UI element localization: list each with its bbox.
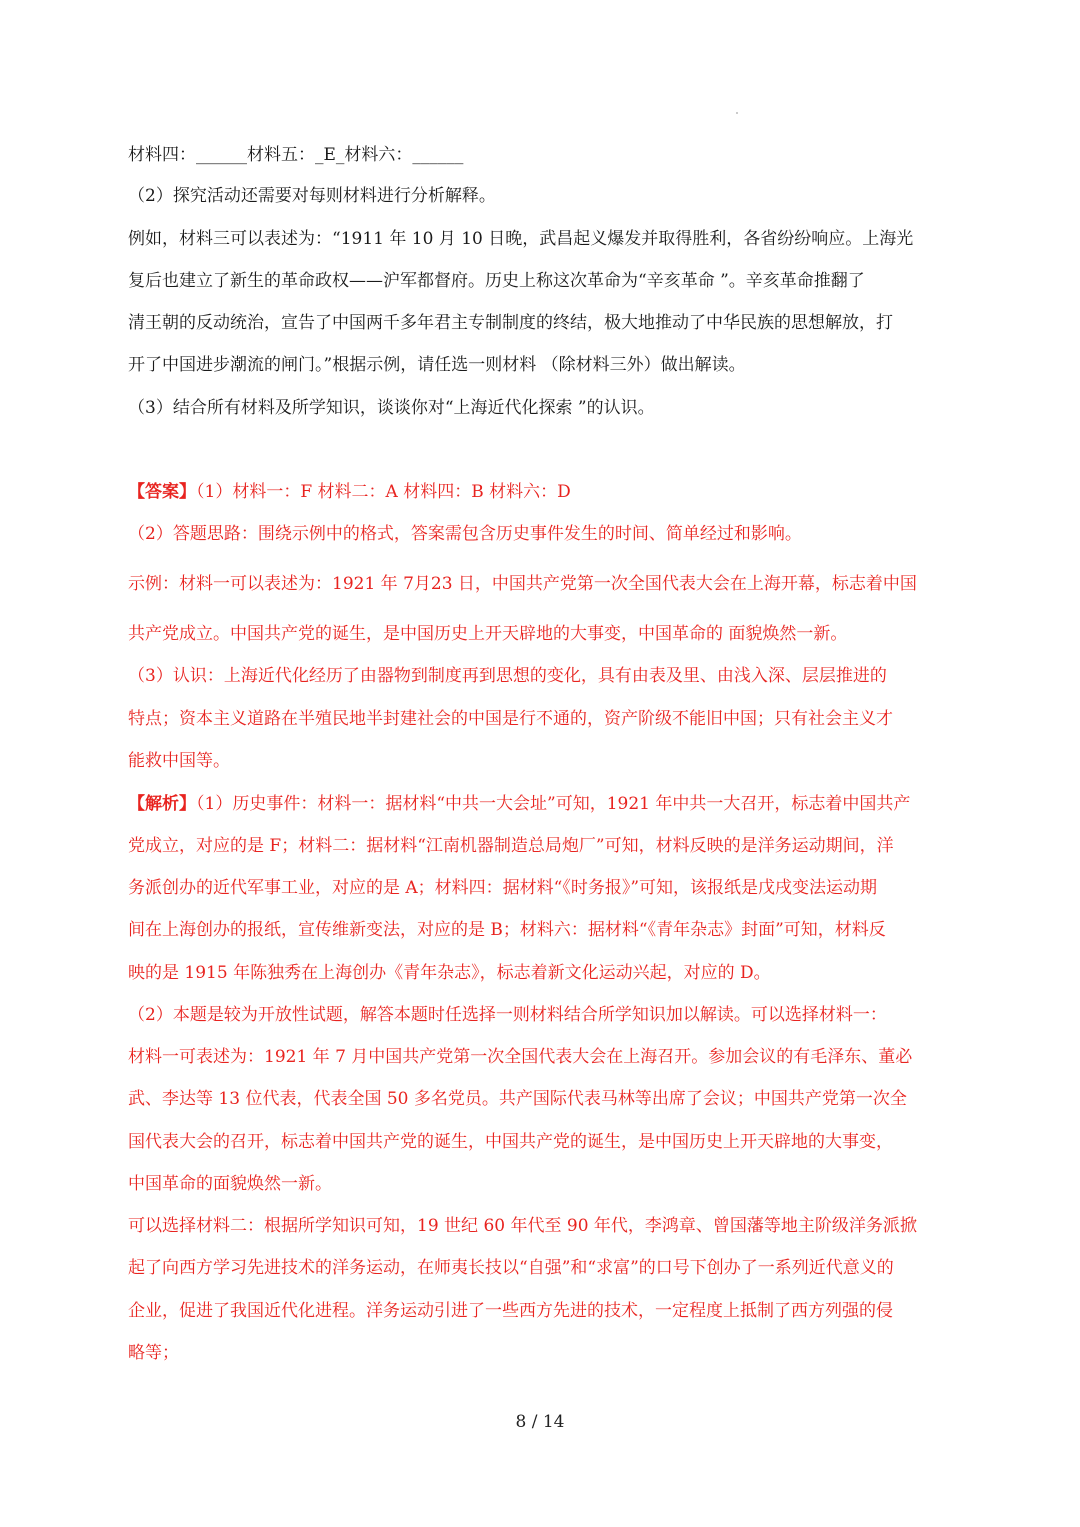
analysis-1-text: （1）历史事件：材料一：据材料“中共一大会址”可知，1921 年中共一大召开，标志着中国共产 (196, 794, 911, 814)
analysis-line: 中国革命的面貌焕然一新。 (128, 1174, 332, 1194)
analysis-line: 材料一可表述为：1921 年 7 月中国共产党第一次全国代表大会在上海召开。参加会议的有毛泽东、董必 (128, 1047, 913, 1067)
answer-2-example: 共产党成立。中国共产党的诞生，是中国历史上开天辟地的大事变，中国革命的 面貌焕然一新。 (128, 624, 848, 644)
analysis-3: 可以选择材料二：根据所学知识可知，19 世纪 60 年代至 90 年代，李鸿章、曾国藩等地主阶级洋务派掀 (128, 1216, 917, 1236)
analysis-line: 起了向西方学习先进技术的洋务运动，在师夷长技以“自强”和“求富”的口号下创办了一系列近代意义的 (128, 1258, 894, 1278)
analysis-tag: 【解析】 (128, 794, 196, 814)
answer-3: 能救中国等。 (128, 751, 230, 771)
answer-2: （2）答题思路：围绕示例中的格式，答案需包含历史事件发生的时间、简单经过和影响。 (128, 524, 802, 544)
fill-line: 材料四：______材料五：_E_材料六：______ (128, 145, 464, 165)
answer-3: （3）认识：上海近代化经历了由器物到制度再到思想的变化，具有由表及里、由浅入深、层层推进的 (128, 666, 887, 686)
answer-2-example: 示例：材料一可以表述为：1921 年 7月23 日，中国共产党第一次全国代表大会在上海开幕，标志着中国 (128, 574, 917, 594)
example-line: 开了中国进步潮流的闸门。”根据示例，请任选一则材料 （除材料三外）做出解读。 (128, 355, 746, 375)
analysis-1 (128, 792, 988, 816)
scan-speck (736, 112, 738, 114)
answer-tag: 【答案】 (128, 482, 196, 502)
analysis-line: 务派创办的近代军事工业，对应的是 A；材料四：据材料“《时务报》”可知，该报纸是戊戌变法运动期 (128, 878, 878, 898)
example-line: 复后也建立了新生的革命政权——沪军都督府。历史上称这次革命为“辛亥革命 ”。辛亥革命推翻了 (128, 271, 865, 291)
analysis-line: 略等； (128, 1343, 179, 1363)
answer-3: 特点；资本主义道路在半殖民地半封建社会的中国是行不通的，资产阶级不能旧中国；只有社会主义才 (128, 709, 893, 729)
answer-1 (128, 480, 988, 504)
example-line: 清王朝的反动统治，宣告了中国两千多年君主专制制度的终结，极大地推动了中华民族的思想解放，打 (128, 313, 893, 333)
analysis-line: 武、李达等 13 位代表，代表全国 50 多名党员。共产国际代表马林等出席了会议；中国共产党第一次全 (128, 1089, 907, 1109)
question-2: （2）探究活动还需要对每则材料进行分析解释。 (128, 186, 496, 206)
analysis-2: （2）本题是较为开放性试题，解答本题时任选择一则材料结合所学知识加以解读。可以选择材料一： (128, 1005, 887, 1025)
analysis-line: 映的是 1915 年陈独秀在上海创办《青年杂志》，标志着新文化运动兴起，对应的 D。 (128, 963, 771, 983)
example-line: 例如，材料三可以表述为：“1911 年 10 月 10 日晚，武昌起义爆发并取得胜利，各省纷纷响应。上海光 (128, 229, 914, 249)
analysis-line: 国代表大会的召开，标志着中国共产党的诞生，中国共产党的诞生，是中国历史上开天辟地的大事变， (128, 1132, 893, 1152)
page-number: 8 / 14 (515, 1412, 565, 1432)
analysis-line: 党成立，对应的是 F；材料二：据材料“江南机器制造总局炮厂”可知，材料反映的是洋务运动期间，洋 (128, 836, 894, 856)
analysis-line: 企业，促进了我国近代化进程。洋务运动引进了一些西方先进的技术，一定程度上抵制了西方列强的侵 (128, 1301, 893, 1321)
answer-1-text: （1）材料一：F 材料二：A 材料四：B 材料六：D (196, 482, 571, 502)
question-3: （3）结合所有材料及所学知识，谈谈你对“上海近代化探索 ”的认识。 (128, 398, 655, 418)
analysis-line: 间在上海创办的报纸，宣传维新变法，对应的是 B；材料六：据材料“《青年杂志》封面”可知，材料反 (128, 920, 886, 940)
